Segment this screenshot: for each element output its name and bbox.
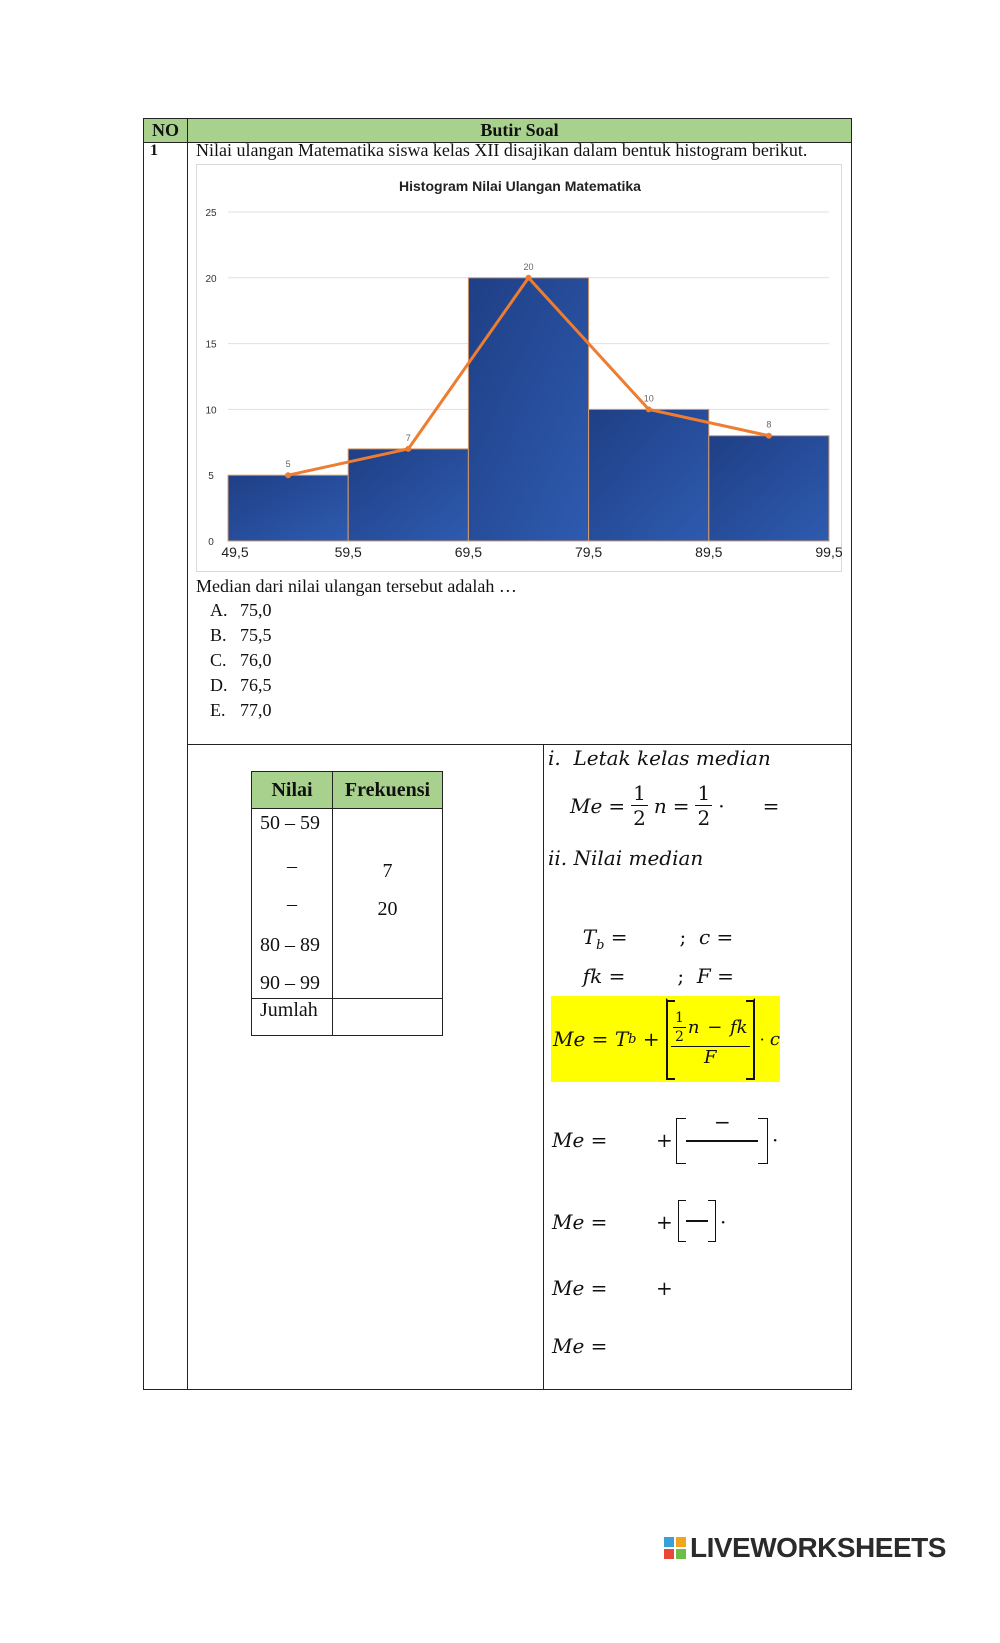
option-a[interactable]: A. 75,0 bbox=[210, 600, 272, 620]
data-label: 20 bbox=[523, 261, 534, 272]
x-tick-label: 79,5 bbox=[574, 544, 603, 560]
table-col-divider bbox=[187, 143, 188, 1390]
option-d[interactable]: D. 76,5 bbox=[210, 675, 272, 695]
fk-F-line: fk = ; F = bbox=[582, 964, 734, 988]
chart-title: Histogram Nilai Ulangan Matematika bbox=[399, 178, 641, 194]
step-1-heading: i. Letak kelas median bbox=[548, 746, 771, 770]
ft-nilai-5: 90 – 99 bbox=[260, 972, 320, 994]
x-tick-label: 49,5 bbox=[221, 544, 249, 560]
histogram-chart bbox=[196, 164, 842, 572]
header-question: Butir Soal bbox=[187, 118, 852, 143]
y-tick-label: 20 bbox=[205, 273, 217, 285]
question-prompt: Median dari nilai ulangan tersebut adalah … bbox=[196, 576, 517, 596]
liveworksheets-logo: LIVEWORKSHEETS bbox=[664, 1532, 946, 1564]
ft-frek-1 bbox=[333, 809, 442, 847]
question-text: Nilai ulangan Matematika siswa kelas XII disajikan dalam bentuk histogram berikut. bbox=[196, 140, 808, 160]
polygon-point bbox=[285, 472, 291, 478]
polygon-point bbox=[526, 275, 532, 281]
ft-nilai-3: – bbox=[287, 893, 297, 915]
y-tick-label: 5 bbox=[208, 471, 214, 483]
ft-header-nilai: Nilai bbox=[252, 772, 333, 809]
question-number: 1 bbox=[150, 142, 158, 159]
step-2-heading: ii. Nilai median bbox=[548, 846, 704, 870]
histogram-bar bbox=[228, 475, 348, 541]
ft-jumlah-label: Jumlah bbox=[252, 999, 333, 1036]
liveworksheets-icon bbox=[664, 1537, 686, 1559]
ft-frek-4 bbox=[333, 923, 442, 961]
data-label: 8 bbox=[766, 419, 772, 430]
y-tick-label: 15 bbox=[205, 339, 217, 351]
me-substitution-1: Me = + − · bbox=[552, 1110, 792, 1166]
option-e[interactable]: E. 77,0 bbox=[210, 700, 272, 720]
ft-nilai-body[interactable] bbox=[252, 809, 333, 999]
data-label: 7 bbox=[405, 432, 411, 443]
header-no: NO bbox=[143, 118, 188, 143]
histogram-bar bbox=[468, 278, 588, 541]
x-tick-label: 89,5 bbox=[695, 544, 723, 560]
ft-nilai-2: – bbox=[287, 855, 297, 877]
table-bottom-border bbox=[143, 1389, 852, 1390]
histogram-svg bbox=[197, 165, 843, 573]
polygon-point bbox=[766, 433, 772, 439]
tb-c-line: $T_b$ = ; c = bbox=[582, 925, 734, 953]
x-tick-label: 99,5 bbox=[815, 544, 843, 560]
polygon-point bbox=[405, 446, 411, 452]
x-tick-label: 59,5 bbox=[334, 544, 362, 560]
option-b[interactable]: B. 75,5 bbox=[210, 625, 272, 645]
me-position-formula: Me = $\frac{1}{2}$ n = $\frac{1}{2}$ · = bbox=[570, 781, 780, 830]
histogram-bar bbox=[589, 409, 709, 541]
y-tick-label: 25 bbox=[205, 208, 217, 219]
histogram-bar bbox=[348, 449, 468, 541]
ft-nilai-1: 50 – 59 bbox=[260, 812, 320, 834]
answer-col-divider bbox=[543, 744, 544, 1390]
option-c[interactable]: C. 76,0 bbox=[210, 650, 272, 670]
ft-header-frekuensi: Frekuensi bbox=[333, 772, 443, 809]
me-substitution-2: Me = + · bbox=[552, 1196, 752, 1246]
ft-nilai-4: 80 – 89 bbox=[260, 934, 320, 956]
data-label: 5 bbox=[285, 459, 291, 470]
table-right-border bbox=[851, 143, 852, 1390]
me-result: Me = bbox=[552, 1334, 608, 1358]
data-label: 10 bbox=[643, 393, 654, 404]
ft-frek-2: 7 bbox=[382, 860, 393, 882]
me-substitution-3: Me = + bbox=[552, 1276, 673, 1300]
row-divider bbox=[187, 744, 852, 745]
y-tick-label: 0 bbox=[208, 537, 214, 548]
histogram-bar bbox=[709, 436, 829, 541]
ft-frek-body[interactable] bbox=[333, 809, 443, 999]
ft-frek-3: 20 bbox=[377, 898, 398, 920]
table-left-border bbox=[143, 143, 144, 1390]
ft-frek-5 bbox=[333, 961, 442, 998]
x-tick-label: 69,5 bbox=[454, 544, 483, 560]
frequency-table bbox=[251, 771, 443, 1036]
y-tick-label: 10 bbox=[205, 405, 217, 417]
median-formula-highlight: Me = T b + $\frac{1}{2}$ n − fk F · c bbox=[551, 996, 780, 1082]
polygon-point bbox=[646, 406, 652, 412]
ft-jumlah-value[interactable] bbox=[333, 999, 443, 1036]
